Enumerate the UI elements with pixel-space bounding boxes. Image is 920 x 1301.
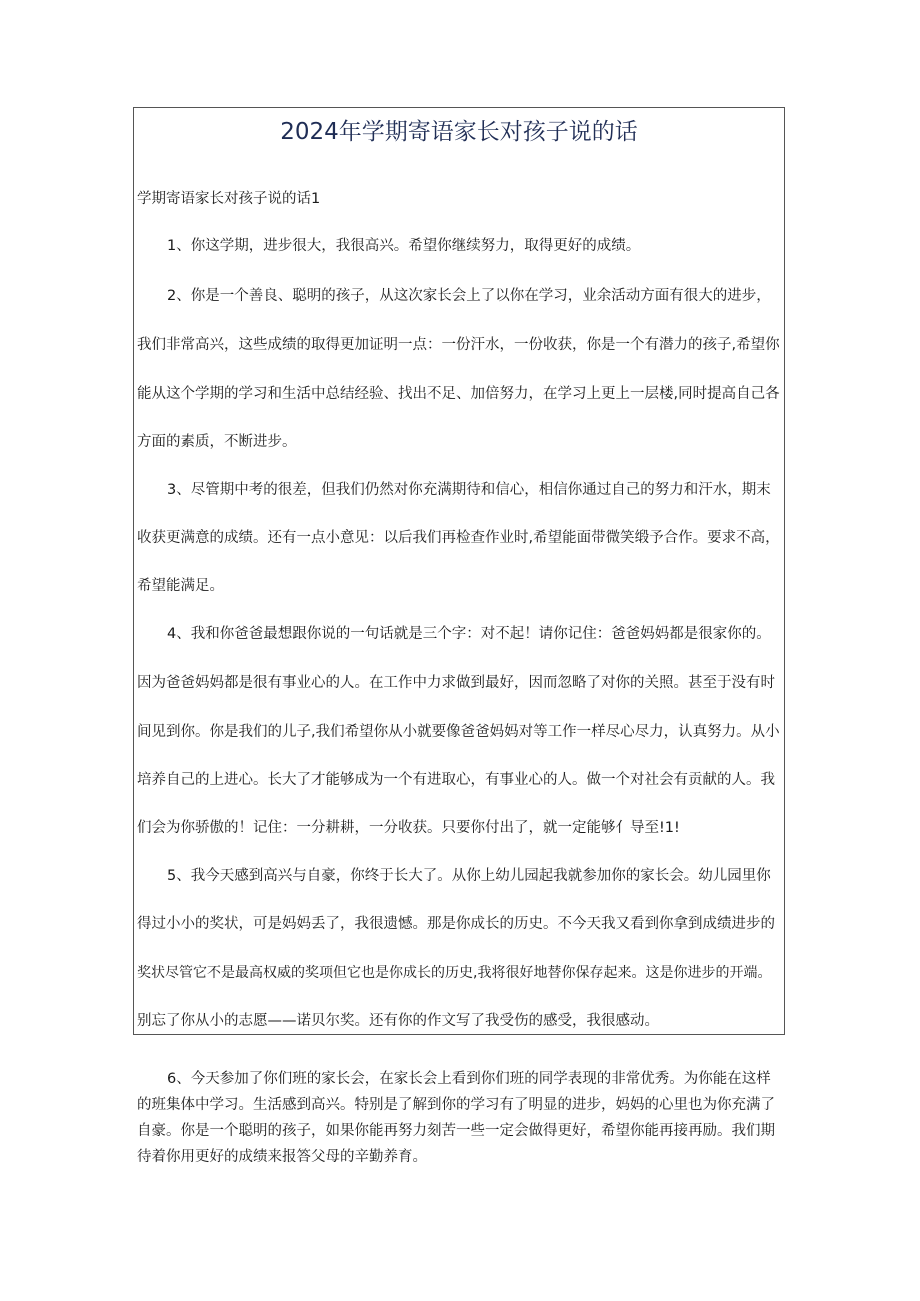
paragraph-line: 我们非常高兴，这些成绩的取得更加证明一点：一份汗水，一份收获，你是一个有潜力的孩子,希望你 xyxy=(137,337,780,353)
paragraph-line: 6、今天参加了你们班的家长会，在家长会上看到你们班的同学表现的非常优秀。为你能在这样 xyxy=(167,1071,771,1087)
paragraph-line: 得过小小的奖状，可是妈妈丢了，我很遗憾。那是你成长的历史。不今天我又看到你拿到成绩进步的 xyxy=(137,916,775,932)
paragraph-line: 2、你是一个善良、聪明的孩子，从这次家长会上了以你在学习，业余活动方面有很大的进步， xyxy=(167,288,771,304)
paragraph-line: 1、你这学期，进步很大，我很高兴。希望你继续努力，取得更好的成绩。 xyxy=(167,238,641,254)
page-title: 2024年学期寄语家长对孩子说的话 xyxy=(280,119,638,145)
paragraph-line: 方面的素质，不断进步。 xyxy=(137,434,297,450)
paragraph-line: 们会为你骄傲的！记住：一分耕耕，一分收获。只要你付出了，就一定能够亻导至!1! xyxy=(137,820,680,836)
paragraph-line: 间见到你。你是我们的儿子,我们希望你从小就要像爸爸妈妈对等工作一样尽心尽力，认真努力。从小 xyxy=(137,724,780,740)
paragraph-line: 4、我和你爸爸最想跟你说的一句话就是三个字：对不起！请你记住：爸爸妈妈都是很家你的。 xyxy=(167,626,771,642)
paragraph-line: 培养自己的上进心。长大了才能够成为一个有进取心，有事业心的人。做一个对社会有贡献的人。我 xyxy=(137,772,775,788)
paragraph-line: 收获更满意的成绩。还有一点小意见：以后我们再检查作业时,希望能面带微笑缎予合作。要求不高， xyxy=(137,530,780,546)
section-subtitle: 学期寄语家长对孩子说的话1 xyxy=(137,191,321,207)
paragraph-line: 别忘了你从小的志愿——诺贝尔奖。还有你的作文写了我受伤的感受，我很感动。 xyxy=(137,1013,659,1029)
paragraph-line: 自豪。你是一个聪明的孩子，如果你能再努力刻苦一些一定会做得更好，希望你能再接再励。我们期 xyxy=(137,1123,775,1139)
paragraph-line: 希望能满足。 xyxy=(137,578,224,594)
paragraph-line: 能从这个学期的学习和生活中总结经验、找出不足、加倍努力，在学习上更上一层楼,同时提高自己各 xyxy=(137,386,780,402)
paragraph-line: 的班集体中学习。生活感到高兴。特别是了解到你的学习有了明显的进步，妈妈的心里也为你充满了 xyxy=(137,1097,775,1113)
paragraph-line: 3、尽管期中考的很差，但我们仍然对你充满期待和信心，相信你通过自己的努力和汗水，期末 xyxy=(167,482,771,498)
paragraph-line: 待着你用更好的成绩来报答父母的辛勤养育。 xyxy=(137,1149,427,1165)
paragraph-line: 因为爸爸妈妈都是很有事业心的人。在工作中力求做到最好，因而忽略了对你的关照。甚至于没有时 xyxy=(137,675,775,691)
paragraph-line: 奖状尽管它不是最高权威的奖项但它也是你成长的历史,我将很好地替你保存起来。这是你进步的开端。 xyxy=(137,965,772,981)
paragraph-line: 5、我今天感到高兴与自豪，你终于长大了。从你上幼儿园起我就参加你的家长会。幼儿园里你 xyxy=(167,868,771,884)
